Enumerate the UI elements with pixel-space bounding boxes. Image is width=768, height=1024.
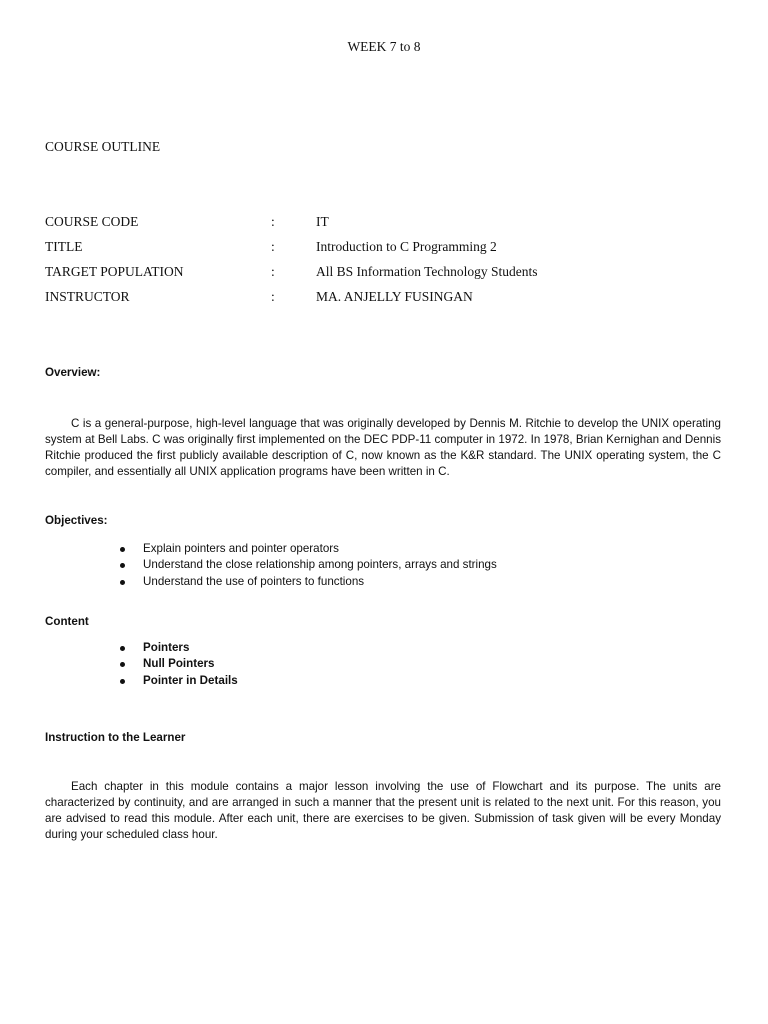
- info-label: INSTRUCTOR: [45, 289, 130, 304]
- list-item: Null Pointers: [118, 656, 238, 672]
- instruction-text: Each chapter in this module contains a major lesson involving the use of Flowchart and its purpose. The units are characterized by continuity, and are arranged in such a manner that the present unit is related to the next unit. For this reason, you are advised to read this module. After each unit, there are exercises to be given. Submission of task given will be every Monday during your scheduled class hour.: [45, 780, 721, 841]
- bullet-icon: [120, 580, 125, 585]
- course-outline-heading: COURSE OUTLINE: [45, 139, 161, 154]
- info-separator: :: [271, 264, 275, 279]
- info-value: All BS Information Technology Students: [316, 264, 538, 279]
- bullet-icon: [120, 662, 125, 667]
- bullet-icon: [120, 563, 125, 568]
- instructor-row: [45, 289, 725, 307]
- info-value: MA. ANJELLY FUSINGAN: [316, 289, 473, 304]
- list-item: Understand the close relationship among pointers, arrays and strings: [118, 557, 497, 573]
- info-label: TARGET POPULATION: [45, 264, 184, 279]
- info-separator: :: [271, 214, 275, 229]
- content-heading: Content: [45, 615, 89, 628]
- info-value: Introduction to C Programming 2: [316, 239, 497, 254]
- objectives-heading: Objectives:: [45, 514, 108, 527]
- instruction-heading: Instruction to the Learner: [45, 731, 186, 744]
- bullet-icon: [120, 547, 125, 552]
- overview-paragraph: [45, 416, 721, 480]
- instruction-paragraph: [45, 779, 721, 843]
- list-item: Pointer in Details: [118, 673, 238, 689]
- info-value: IT: [316, 214, 329, 229]
- info-separator: :: [271, 289, 275, 304]
- list-item: Understand the use of pointers to functions: [118, 574, 497, 590]
- bullet-icon: [120, 646, 125, 651]
- content-list: [118, 640, 238, 689]
- objectives-list: [118, 541, 497, 590]
- overview-heading: Overview:: [45, 366, 101, 379]
- list-item: Pointers: [118, 640, 238, 656]
- course-code-row: [45, 214, 725, 232]
- target-population-row: [45, 264, 725, 282]
- list-item: Explain pointers and pointer operators: [118, 541, 497, 557]
- info-separator: :: [271, 239, 275, 254]
- bullet-icon: [120, 679, 125, 684]
- info-label: TITLE: [45, 239, 83, 254]
- overview-text: C is a general-purpose, high-level language that was originally developed by Dennis M. Ritchie to develop the UNIX operating system at Bell Labs. C was originally first implemented on the DEC PDP-11 computer in 1972. In 1978, Brian Kernighan and Dennis Ritchie produced the first publicly available description of C, now known as the K&R standard. The UNIX operating system, the C compiler, and essentially all UNIX application programs have been written in C.: [45, 417, 721, 478]
- info-label: COURSE CODE: [45, 214, 139, 229]
- title-row: [45, 239, 725, 257]
- week-header: WEEK 7 to 8: [347, 39, 421, 54]
